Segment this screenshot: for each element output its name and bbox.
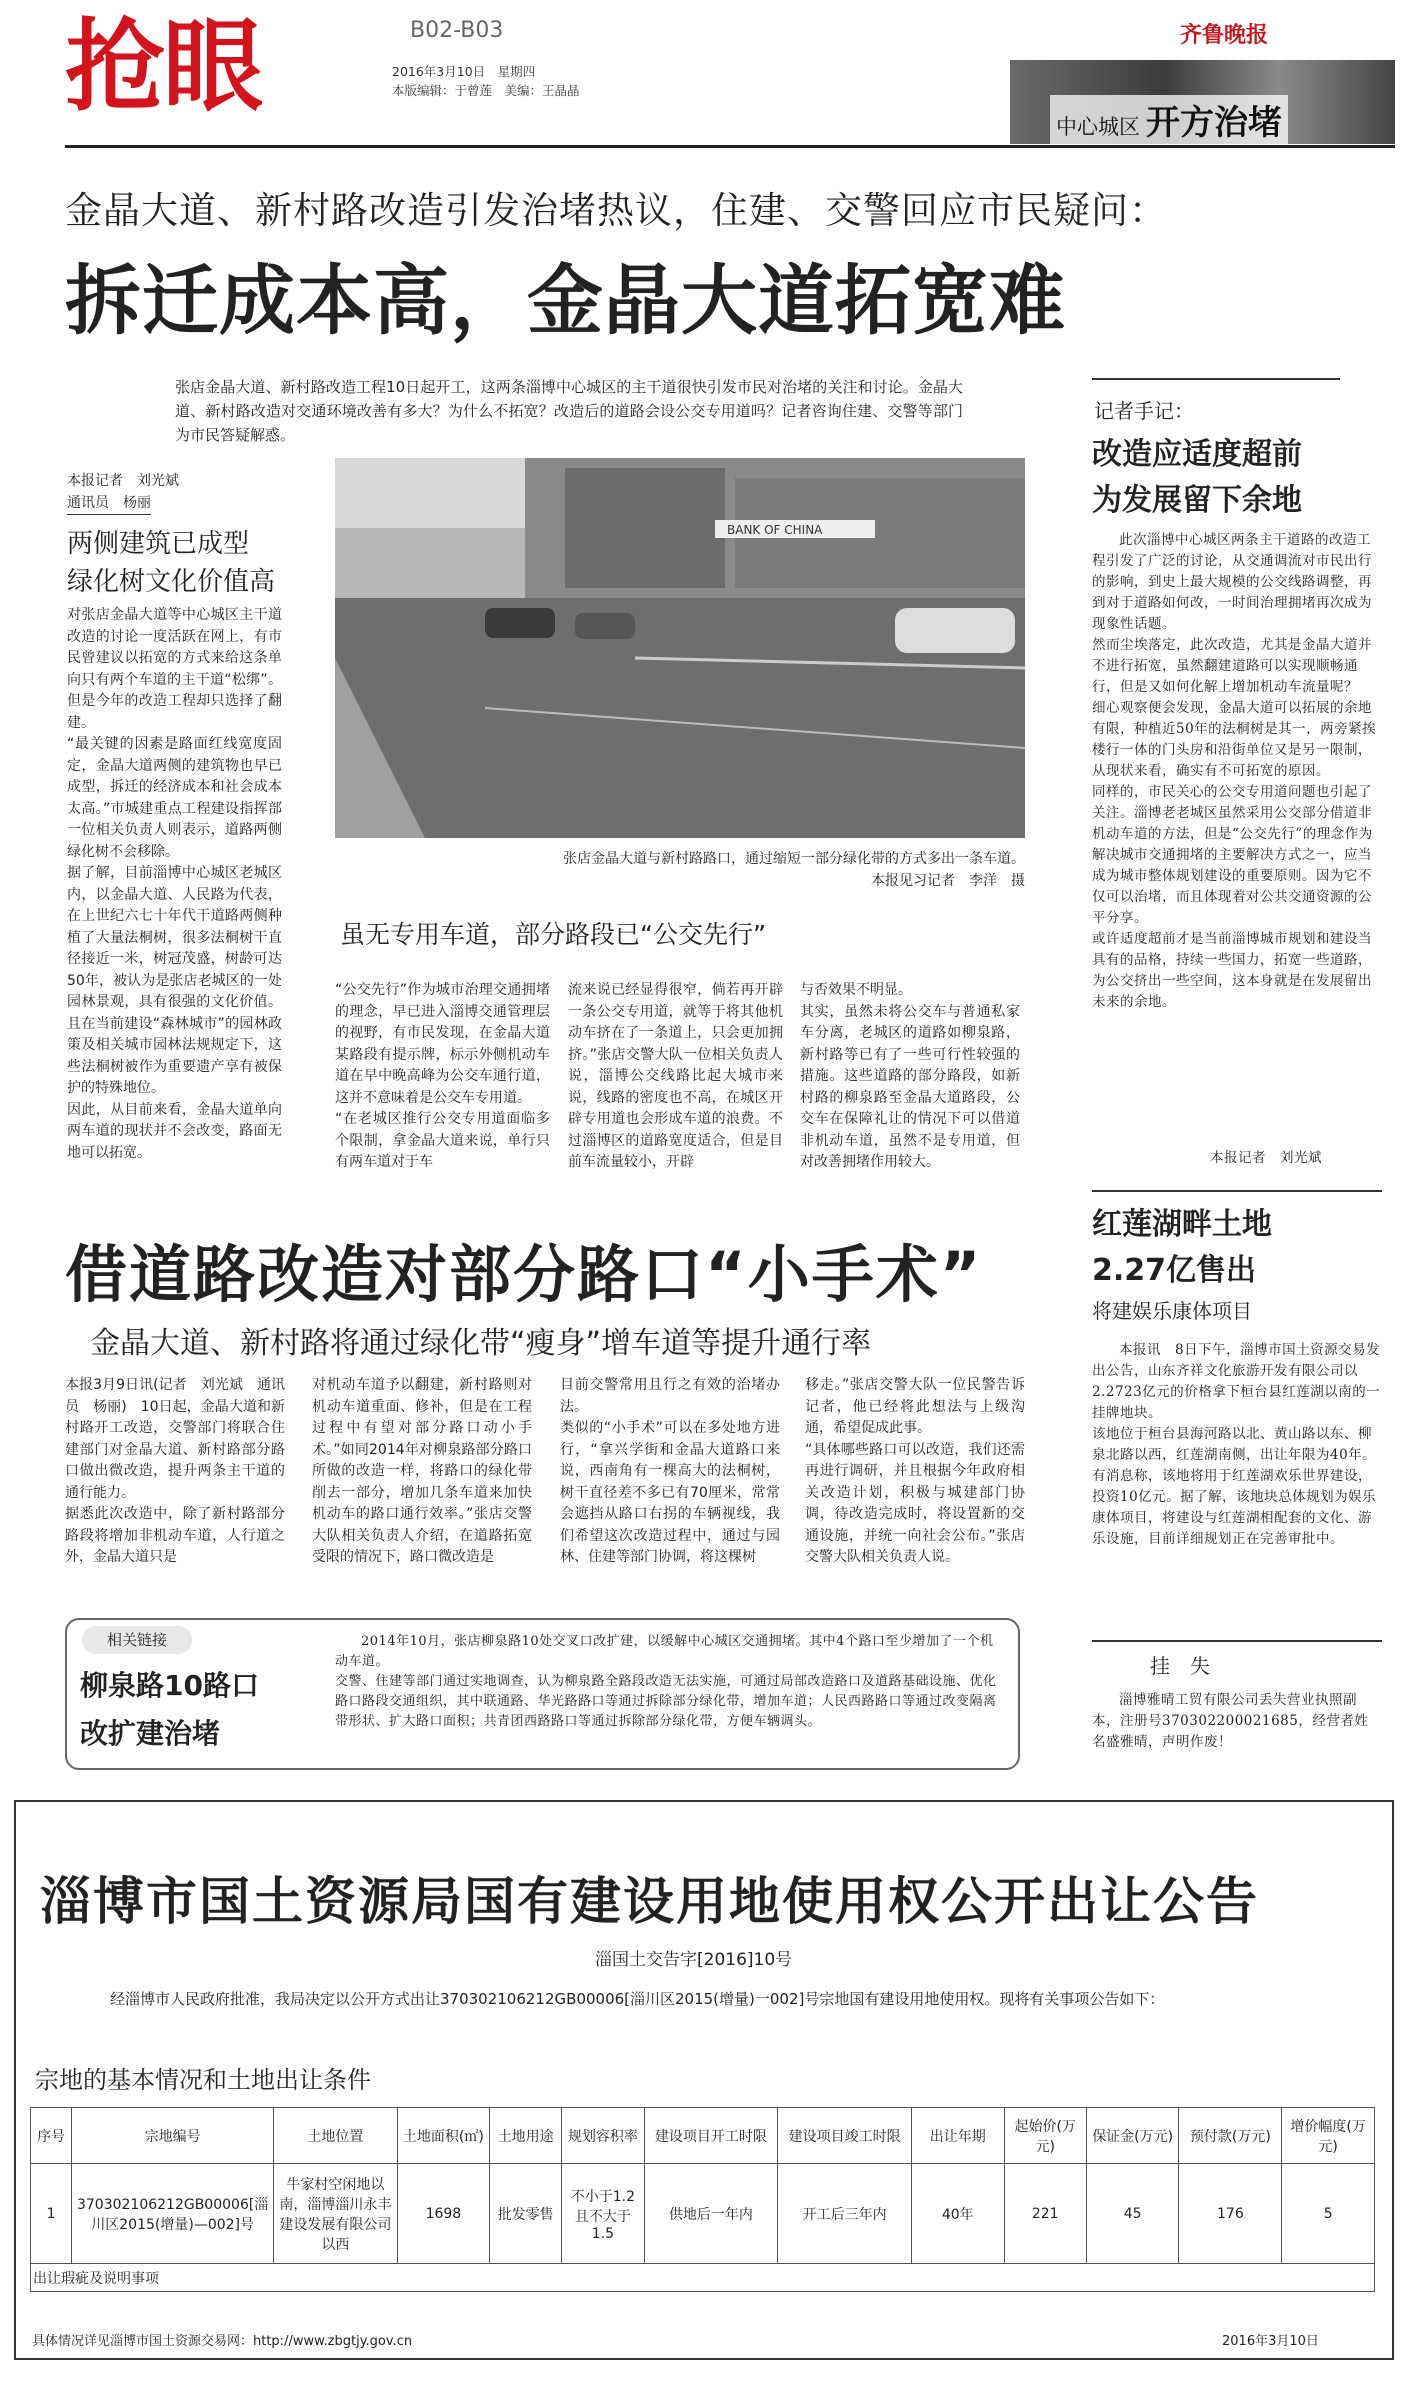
th-area: 土地面积(㎡) — [397, 2108, 490, 2164]
section2-col1: “公交先行”作为城市治理交通拥堵的理念，早已进入淄博交通管理层的视野，有市民发现，在金晶大道某路段有提示牌，标示外侧机动车道在早中晚高峰为公交车通行道，这并不意味着是公交车专用道。 “在老城区推行公交专用道面临多个限制，拿金晶大道来说，单行只有两车道对于车 — [335, 982, 550, 1170]
cell-prepayment: 176 — [1179, 2164, 1282, 2264]
th-location: 土地位置 — [274, 2108, 397, 2164]
page-numbers: B02-B03 — [410, 18, 504, 43]
notice-footer: 具体情况详见淄博市国土资源交易网：http://www.zbgtjy.gov.cn — [32, 2334, 413, 2349]
section-brand-text: 开方治堵 — [1146, 103, 1282, 143]
section1-title-line1: 两侧建筑已成型 — [67, 529, 250, 559]
news-title — [1092, 1202, 1272, 1294]
note-title — [1092, 432, 1302, 524]
byline-correspondent: 通讯员 杨丽 — [67, 492, 151, 515]
cell-parcel-id: 370302106212GB00006[淄川区2015(增量)—002]号 — [72, 2164, 274, 2264]
lost-title: 挂 失 — [1150, 1654, 1210, 1678]
related-title-line2: 改扩建治堵 — [80, 1717, 221, 1750]
notice-number: 淄国土交告字[2016]10号 — [595, 1950, 793, 1970]
notice-intro: 经淄博市人民政府批准，我局决定以公开方式出让370302106212GB00006[淄川区2015(增量)一002]号宗地国有建设用地使用权。现将有关事项公告如下： — [110, 1990, 1165, 2008]
street-photo — [335, 458, 1025, 838]
th-term: 出让年期 — [911, 2108, 1004, 2164]
headline2: 借道路改造对部分路口“小手术” — [65, 1238, 983, 1311]
art2-col4: 移走。”张店交警大队一位民警告诉记者，他已经将此想法与上级沟通，希望促成此事。 “具体哪些路口可以改造，我们还需再进行调研，并且根据今年政府相关改造计划，积极与城建部门协调，待改造完成时，将设置新的交通设施，并统一向社会公布。”张店交警大队相关负责人说。 — [805, 1377, 1025, 1565]
subheadline: 金晶大道、新村路改造引发治堵热议，住建、交警回应市民疑问： — [65, 189, 1167, 232]
th-deposit: 保证金(万元) — [1086, 2108, 1179, 2164]
th-no: 序号 — [31, 2108, 72, 2164]
th-finish-limit: 建设项目竣工时限 — [778, 2108, 912, 2164]
news-title-line2: 2.27亿售出 — [1092, 1253, 1257, 1288]
lead-paragraph: 张店金晶大道、新村路改造工程10日起开工，这两条淄博中心城区的主干道很快引发市民对治堵的关注和讨论。金晶大道、新村路改造对交通环境改善有多大？为什么不拓宽？改造后的道路会设公交专用道吗？记者咨询住建、交警等部门为市民答疑解惑。 — [175, 378, 963, 444]
cell-deposit: 45 — [1086, 2164, 1179, 2264]
notice-title: 淄博市国土资源局国有建设用地使用权公开出让公告 — [40, 1872, 1260, 1932]
newspaper-logo: 齐鲁晚报 — [1180, 22, 1269, 48]
section1-title — [67, 525, 275, 601]
notice-section-title: 宗地的基本情况和土地出让条件 — [35, 2066, 371, 2094]
table-footer-row — [31, 2264, 1375, 2292]
issue-date — [392, 62, 580, 100]
section-label: 中心城区 — [1056, 115, 1140, 139]
art2-col3: 目前交警常用且行之有效的治堵办法。 类似的“小手术”可以在多处地方进行，“拿兴学街和金晶大道路口来说，西南角有一棵高大的法桐树，树干直径差不多已有70厘米，常常会遮挡从路口右拐的车辆视线，我们希望这次改造过程中，通过与园林、住建等部门协调，将这棵树 — [560, 1377, 780, 1565]
cell-start-limit: 供地后一年内 — [644, 2164, 778, 2264]
related-title-line1: 柳泉路10路口 — [80, 1669, 259, 1702]
note-label: 记者手记： — [1094, 399, 1194, 423]
cell-location: 牛家村空闲地以南，淄博淄川永丰建设发展有限公司以西 — [274, 2164, 397, 2264]
byline — [67, 470, 179, 515]
cell-increment: 5 — [1282, 2164, 1375, 2264]
note-byline: 本报记者 刘光斌 — [1210, 1150, 1322, 1166]
cell-footer: 出让瑕疵及说明事项 — [31, 2264, 1375, 2292]
headline: 拆迁成本高，金晶大道拓宽难 — [65, 256, 1066, 345]
note-body: 此次淄博中心城区两条主干道路的改造工程引发了广泛的讨论，从交通调流对市民出行的影响，到史上最大规模的公交线路调整，再到对于道路如何改，一时间治理拥堵再次成为现象性话题。 然而尘埃落定，此次改造，尤其是金晶大道并不进行拓宽，虽然翻建道路可以实现顺畅通行，但是又如何化解上增加机动车流量呢？ 细心观察便会发现，金晶大道可以拓展的余地有限，种植近50年的法桐树是其一，两旁紧挨楼行一体的门头房和沿街单位又是另一限制，从现状来看，确实有不可拓宽的原因。 同样的，市民关心的公交专用道问题也引起了关注。淄博老老城区虽然采用公交部分借道非机动车道的方法，但是“公交先行”的理念作为解决城市交通拥堵的主要解决方式之一，应当成为城市整体规划建设的重要原则。因为它不仅可以治堵，而且体现着对公共交通资源的公平分享。 或许适度超前才是当前淄博城市规划和建设当具有的品格，持续一些国力，拓宽一些道路，为公交挤出一些空间，这本身就是在发展留出未来的余地。 — [1092, 532, 1377, 1010]
related-title — [80, 1662, 259, 1758]
section1-body: 对张店金晶大道等中心城区主干道改造的讨论一度活跃在网上，有市民曾建议以拓宽的方式来给这条单向只有两个车道的主干道“松绑”。但是今年的改造工程却只选择了翻建。 “最关键的因素是路面红线宽度固定，金晶大道两侧的建筑物也早已成型，拆迁的经济成本和社会成本太高。”市城建重点工程建设指挥部一位相关负责人则表示，道路两侧绿化树不会移除。 据了解，目前淄博中心城区老城区内，以金晶大道、人民路为代表，在上世纪六七十年代干道路两侧种植了大量法桐树，很多法桐树干直径接近一米，树冠茂盛，树龄可达50年，被认为是张店老城区的一处园林景观，具有很强的文化价值。且在当前建设“森林城市”的园林政策及相关城市园林法规规定下，这些法桐树被作为重要遗产享有被保护的特殊地位。 因此，从目前来看，金晶大道单向两车道的现状并不会改变，路面无地可以拓宽。 — [67, 607, 282, 1161]
related-body: 2014年10月，张店柳泉路10处交叉口改扩建，以缓解中心城区交通拥堵。其中4个路口至少增加了一个机动车道。 交警、住建等部门通过实地调查，认为柳泉路全路段改造无法实施，可通过局部改造路口及道路基础设施、优化路口路段交通组织，其中联通路、华光路路口等通过拆除部分绿化带，增加车道；人民西路路口等通过改变隔离带形状、扩大路口面积；共青团西路路口等通过拆除部分绿化带，方便车辆调头。 — [335, 1634, 997, 1729]
section-brand — [1050, 95, 1288, 144]
cell-finish-limit: 开工后三年内 — [778, 2164, 912, 2264]
photo-credit: 本报见习记者 李洋 摄 — [871, 873, 1025, 889]
note-title-line1: 改造应适度超前 — [1092, 437, 1302, 472]
cell-plot-ratio: 不小于1.2且不大于1.5 — [562, 2164, 644, 2264]
date-text: 2016年3月10日 星期四 — [392, 64, 536, 79]
header-divider — [65, 145, 1395, 148]
th-increment: 增价幅度(万元) — [1282, 2108, 1375, 2164]
art2-col2: 对机动车道予以翻建，新村路则对机动车道重面、修补，但是在工程过程中有望对部分路口动小手术。”如同2014年对柳泉路部分路口所做的改造一样，将路口的绿化带削去一部分，增加几条车道来加快机动车的路口通行效率。”张店交警大队相关负责人介绍，在道路拓宽受限的情况下，路口微改造是 — [312, 1377, 532, 1565]
section2-col3: 与否效果不明显。 其实，虽然未将公交车与普通私家车分离，老城区的道路如柳泉路，新村路等已有了一些可行性较强的措施。这些道路的部分路段，如新村路的柳泉路至金晶大道路段，公交车在保障礼让的情况下可以借道非机动车道，虽然不是专用道，但对改善拥堵作用较大。 — [800, 982, 1020, 1170]
photo-sign: BANK OF CHINA — [727, 523, 823, 537]
th-prepayment: 预付款(万元) — [1179, 2108, 1282, 2164]
notice-date: 2016年3月10日 — [1222, 2334, 1319, 2349]
table-header-row — [31, 2108, 1375, 2164]
th-start-limit: 建设项目开工时限 — [644, 2108, 778, 2164]
note-title-line2: 为发展留下余地 — [1092, 483, 1302, 518]
byline-reporter: 本报记者 刘光斌 — [67, 473, 179, 489]
section2-title: 虽无专用车道，部分路段已“公交先行” — [340, 920, 766, 949]
photo-caption-text: 张店金晶大道与新村路路口，通过缩短一部分绿化带的方式多出一条车道。 — [563, 851, 1025, 867]
subheadline2: 金晶大道、新村路将通过绿化带“瘦身”增车道等提升通行率 — [90, 1326, 872, 1361]
news-body: 本报讯 8日下午，淄博市国土资源交易发出公告，山东齐祥文化旅游开发有限公司以2.2723亿元的价格拿下桓台县红莲湖以南的一挂牌地块。 该地位于桓台县海河路以北、黄山路以东、柳泉北路以西，红莲湖南侧，出让年限为40年。有消息称，该地将用于红莲湖欢乐世界建设，投资10亿元。据了解，该地块总体规划为娱乐康体项目，将建设与红莲湖相配套的文化、游乐设施，目前详细规划正在完善审批中。 — [1092, 1342, 1381, 1547]
th-start-price: 起始价(万元) — [1004, 2108, 1086, 2164]
land-table — [30, 2107, 1375, 2292]
cell-no: 1 — [31, 2164, 72, 2264]
lost-divider — [1092, 1640, 1382, 1642]
masthead: 抢眼 — [65, 8, 261, 125]
th-plot-ratio: 规划容积率 — [562, 2108, 644, 2164]
photo-caption — [335, 848, 1025, 892]
cell-use: 批发零售 — [490, 2164, 562, 2264]
section1-title-line2: 绿化树文化价值高 — [67, 567, 276, 597]
news-subtitle: 将建娱乐康体项目 — [1092, 1299, 1252, 1323]
cell-area: 1698 — [397, 2164, 490, 2264]
th-parcel-id: 宗地编号 — [72, 2108, 274, 2164]
editors-text: 本版编辑：于曾莲 美编：王晶晶 — [392, 83, 580, 98]
cell-term: 40年 — [911, 2164, 1004, 2264]
cell-start-price: 221 — [1004, 2164, 1086, 2264]
related-tag: 相关链接 — [82, 1626, 192, 1654]
lost-body: 淄博雅晴工贸有限公司丢失营业执照副本，注册号370302200021685，经营者姓名盛雅晴，声明作废！ — [1092, 1692, 1369, 1750]
section2-col2: 流来说已经显得很窄，倘若再开辟一条公交专用道，就等于将其他机动车挤在了一条道上，只会更加拥挤。”张店交警大队一位相关负责人说，淄博公交线路比起大城市来说，线路的密度也不高，在城区开辟专用道也会形成车道的浪费。不过淄博区的道路宽度适合，但是目前车流量较小，开辟 — [568, 982, 783, 1170]
news-divider — [1092, 1190, 1382, 1192]
th-use: 土地用途 — [490, 2108, 562, 2164]
right-column-divider — [1092, 378, 1340, 380]
table-row — [31, 2164, 1375, 2264]
art2-col1: 本报3月9日讯(记者 刘光斌 通讯员 杨丽) 10日起，金晶大道和新村路开工改造，交警部门将联合住建部门对金晶大道、新村路部分路口做出微改造，提升两条主干道的通行能力。 据悉此次改造中，除了新村路部分路段将增加非机动车道，人行道之外，金晶大道只是 — [65, 1377, 285, 1565]
news-title-line1: 红莲湖畔土地 — [1092, 1207, 1272, 1242]
